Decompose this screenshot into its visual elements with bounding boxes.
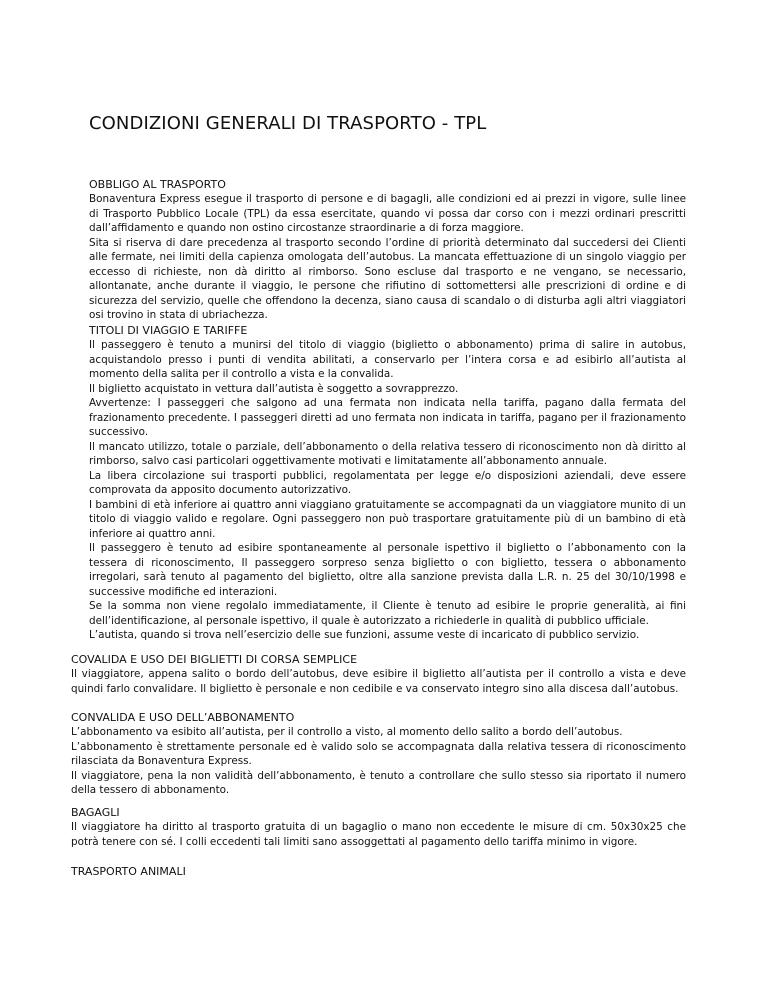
paragraph: Avvertenze: I passeggeri che salgono ad una fermata non indicata nella tariffa, pagano dalla fermata del frazionamento precedente. I passeggeri diretti ad uno fermata non indicata in tariffa, pagano per il frazionamento successivo. (89, 397, 686, 438)
paragraph: L’autista, quando si trova nell’esercizio delle sue funzioni, assume veste di incaricato di pubblico servizio. (89, 629, 640, 641)
section-titoli-di-viaggio (89, 324, 686, 643)
paragraph: Se la somma non viene regolalo immediatamente, il Cliente è tenuto ad esibire le proprie generalità, ai fini dell’identificazione, al personale ispettivo, il quale è autorizzato a richiederle in qualità di pubblico ufficiale. (89, 600, 686, 627)
paragraph: L’abbonamento va esibito all’autista, per il controllo a visto, al momento dello salito a bordo dell’autobus. (71, 726, 623, 738)
section-obbligo-al-trasporto (89, 178, 686, 323)
paragraph: L’abbonamento è strettamente personale ed è valido solo se accompagnata dalla relativa tessera di riconoscimento rilasciata da Bonaventura Express. (71, 740, 686, 767)
paragraph: Il viaggiatore, appena salito o bordo dell’autobus, deve esibire il biglietto all’autista per il controllo a vista e deve quindi farlo convalidare. Il biglietto è personale e non cedibile e va conservato integro sino alla discesa dall’autobus. (71, 668, 686, 695)
section-heading: CONVALIDA E USO DELL’ABBONAMENTO (71, 711, 295, 724)
paragraph: Il viaggiatore ha diritto al trasporto gratuita di un bagaglio o mano non eccedente le misure di cm. 50x30x25 che potrà tenere con sé. I colli eccedenti tali limiti sano assoggettati al pagamento dello tariffa minimo in vigore. (71, 821, 686, 848)
paragraph: Il passeggero è tenuto ad esibire spontaneamente al personale ispettivo il biglietto o l’abbonamento con la tessera di riconoscimento, Il passeggero sorpreso senza biglietto o con biglietto, tessera o abbonamento irregolari, sarà tenuto al pagamento del biglietto, oltre alla sanzione prevista dalla L.R. n. 25 del 30/10/1998 e successive modifiche ed interazioni. (89, 542, 686, 598)
paragraph: Sita si riserva di dare precedenza al trasporto secondo l’ordine di priorità determinato dal succedersi dei Clienti alle fermate, nei limiti della capienza omologata dell’autobus. La mancata effettuazione di un singolo viaggio per eccesso di richieste, non dà diritto al rimborso. Sono escluse dal trasporto e ne vengano, se necessario, allontanate, anche durante il viaggio, le persone che rifiutino di sottomettersi alle prescrizioni di ordine e di sicurezza del servizio, quelle che offendono la decenza, siano causa di scandalo o di disturba agli altri viaggiatori osi trovino in stata di ubriachezza. (89, 236, 686, 321)
section-bagagli (71, 806, 686, 849)
section-heading: OBBLIGO AL TRASPORTO (89, 178, 226, 191)
paragraph: Il viaggiatore, pena la non validità dell’abbonamento, è tenuto a controllare che sullo stesso sia riportato il numero della tessero di abbonamento. (71, 769, 686, 796)
section-heading: BAGAGLI (71, 806, 120, 819)
section-heading: COVALIDA E USO DEI BIGLIETTI DI CORSA SEMPLICE (71, 653, 358, 666)
section-covalida-biglietti (71, 653, 686, 696)
section-heading: TITOLI DI VIAGGIO E TARIFFE (89, 324, 248, 337)
paragraph: I bambini di età inferiore ai quattro anni viaggiano gratuitamente se accompagnati da un viaggiatore munito di un titolo di viaggio valido e regolare. Ogni passeggero non può trasportare gratuitamente più di un bambino di età inferiore ai quattro anni. (89, 498, 686, 540)
paragraph: Il passeggero è tenuto a munirsi del titolo di viaggio (biglietto o abbonamento) prima di salire in autobus, acquistandolo presso i punti di vendita abilitati, a conservarlo per l’intera corsa e ad esibirlo all’autista al momento della salita per il controllo a vista e la convalida. (89, 339, 686, 380)
paragraph: Bonaventura Express esegue il trasporto di persone e di bagagli, alle condizioni ed ai prezzi in vigore, sulle linee di Trasporto Pubblico Locale (TPL) da essa esercitate, quando vi possa dar corso con i mezzi ordinari prescritti dall’affidamento e quando non ostino circostanze straordinarie a di forza maggiore. (89, 193, 686, 234)
section-trasporto-animali (71, 865, 686, 879)
document-title: CONDIZIONI GENERALI DI TRASPORTO - TPL (89, 113, 487, 134)
paragraph: Il biglietto acquistato in vettura dall’autista è soggetto a sovrapprezzo. (89, 382, 459, 395)
section-heading: TRASPORTO ANIMALI (71, 865, 186, 878)
paragraph: La libera circolazione sui trasporti pubblici, regolamentata per legge e/o disposizioni aziendali, deve essere comprovata da apposito documento autorizzativo. (89, 469, 686, 496)
paragraph: Il mancato utilizzo, totale o parziale, dell’abbonamento o della relativa tessero di riconoscimento non dà diritto al rimborso, salvo casi particolari oggettivamente motivati e limitatamente all’abbonamento annuale. (89, 440, 686, 467)
section-convalida-abbonamento (71, 711, 686, 798)
